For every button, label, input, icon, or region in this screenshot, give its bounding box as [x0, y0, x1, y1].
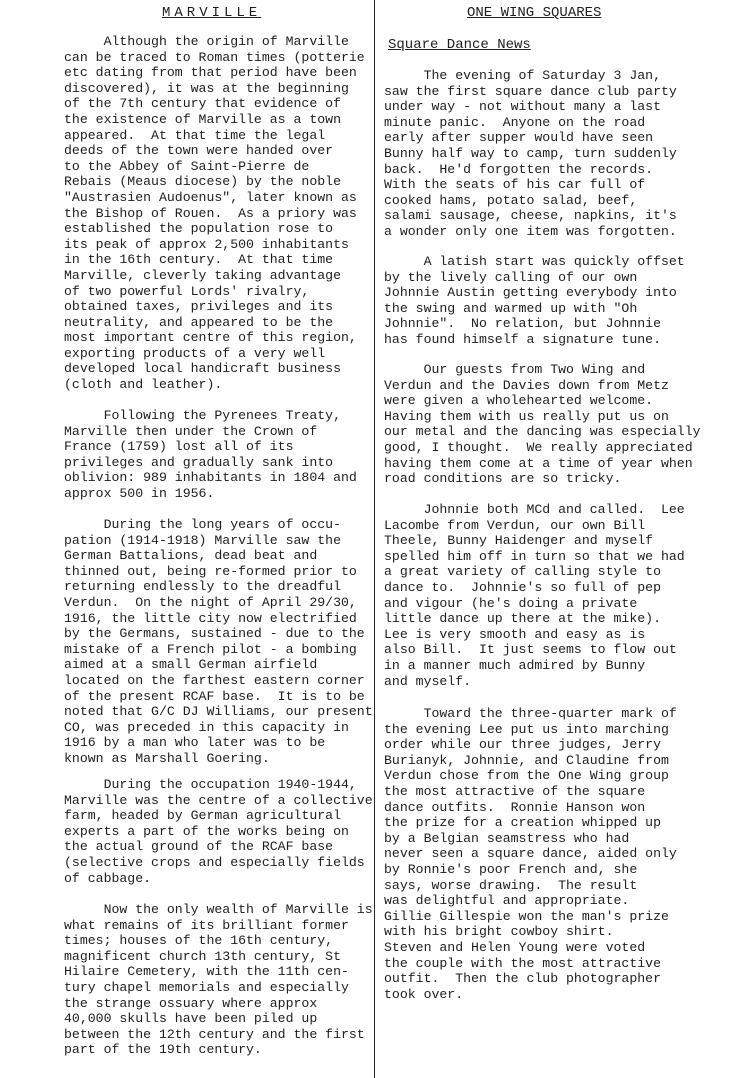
one-wing-squares-heading: ONE WING SQUARES: [467, 5, 602, 21]
marville-paragraph-2: Following the Pyrenees Treaty, Marville then under the Crown of France (1759) lost all of its privileges and gradually sank into oblivion: 989 inhabitants in 1804 and approx 500 in 1956.: [64, 408, 357, 501]
square-dance-paragraph-5: Toward the three-quarter mark of the evening Lee put us into marching order while our three judges, Jerry Burianyk, Johnnie, and Claudine from Verdun chose from the One Wing group the most attractive of the square dance outfits. Ronnie Hanson won the prize for a creation whipped up by a Belgian seamstress who had never seen a square dance, aided only by Ronnie's poor French and, she says, worse drawing. The result was delightful and appropriate. Gillie Gillespie won the man's prize with his bright cowboy shirt. Steven and Helen Young were voted the couple with the most attractive outfit. Then the club photographer took over.: [384, 706, 677, 1002]
marville-paragraph-1: Although the origin of Marville can be traced to Roman times (potterie etc dating from that period have been discovered), it was at the beginning of the 7th century that evidence of the existence of Marville as a town appeared. At that time the legal deeds of the town were handed over to the Abbey of Saint-Pierre de Rebais (Meaus diocese) by the noble "Austrasien Audoenus", later known as the Bishop of Rouen. As a priory was established the population rose to its peak of approx 2,500 inhabitants in the 16th century. At that time Marville, cleverly taking advantage of two powerful Lords' rivalry, obtained taxes, privileges and its neutrality, and appeared to be the most important centre of this region, exporting products of a very well developed local handicraft business (cloth and leather).: [64, 34, 365, 393]
column-divider: [374, 0, 375, 1078]
square-dance-news-subheading: Square Dance News: [388, 37, 531, 53]
square-dance-paragraph-4: Johnnie both MCd and called. Lee Lacombe from Verdun, our own Bill Theele, Bunny Haidenger and myself spelled him off in turn so that we had a great variety of calling style to dance to. Johnnie's so full of pep and vigour (he's doing a private little dance up there at the mike). Lee is very smooth and easy as is also Bill. It just seems to flow out in a manner much admired by Bunny and myself.: [384, 502, 685, 689]
marville-paragraph-5: Now the only wealth of Marville is what remains of its brilliant former times; houses of the 16th century, magnificent church 13th century, St Hilaire Cemetery, with the 11th cen- tury chapel memorials and especially the strange ossuary where approx 40,000 skulls have been piled up between the 12th century and the first part of the 19th century.: [64, 902, 373, 1058]
marville-paragraph-4: During the occupation 1940-1944, Marville was the centre of a collective farm, headed by German agricultural experts a part of the works being on the actual ground of the RCAF base (selective crops and especially fields of cabbage.: [64, 777, 373, 886]
marville-heading: MARVILLE: [162, 5, 262, 21]
square-dance-paragraph-1: The evening of Saturday 3 Jan, saw the first square dance club party under way - not without many a last minute panic. Anyone on the road early after supper would have seen Bunny half way to camp, turn suddenly back. He'd forgotten the records. With the seats of his car full of cooked hams, potato salad, beef, salami sausage, cheese, napkins, it's a wonder only one item was forgotten.: [384, 68, 677, 239]
marville-paragraph-3: During the long years of occu- pation (1914-1918) Marville saw the German Battalions, dead beat and thinned out, being re-formed prior to returning endlessly to the dreadful Verdun. On the night of April 29/30, 1916, the little city now electrified by the Germans, sustained - due to the mistake of a French pilot - a bombing aimed at a small German airfield located on the farthest eastern corner of the present RCAF base. It is to be noted that G/C DJ Williams, our present CO, was preceded in this capacity in 1916 by a man who later was to be known as Marshall Goering.: [64, 517, 373, 766]
square-dance-paragraph-2: A latish start was quickly offset by the lively calling of our own Johnnie Austin getting everybody into the swing and warmed up with "Oh Johnnie". No relation, but Johnnie has found himself a signature tune.: [384, 254, 685, 347]
square-dance-paragraph-3: Our guests from Two Wing and Verdun and the Davies down from Metz were given a wholehearted welcome. Having them with us really put us on our metal and the dancing was especially good, I thought. We really appreciated having them come at a time of year when road conditions are so tricky.: [384, 362, 701, 487]
